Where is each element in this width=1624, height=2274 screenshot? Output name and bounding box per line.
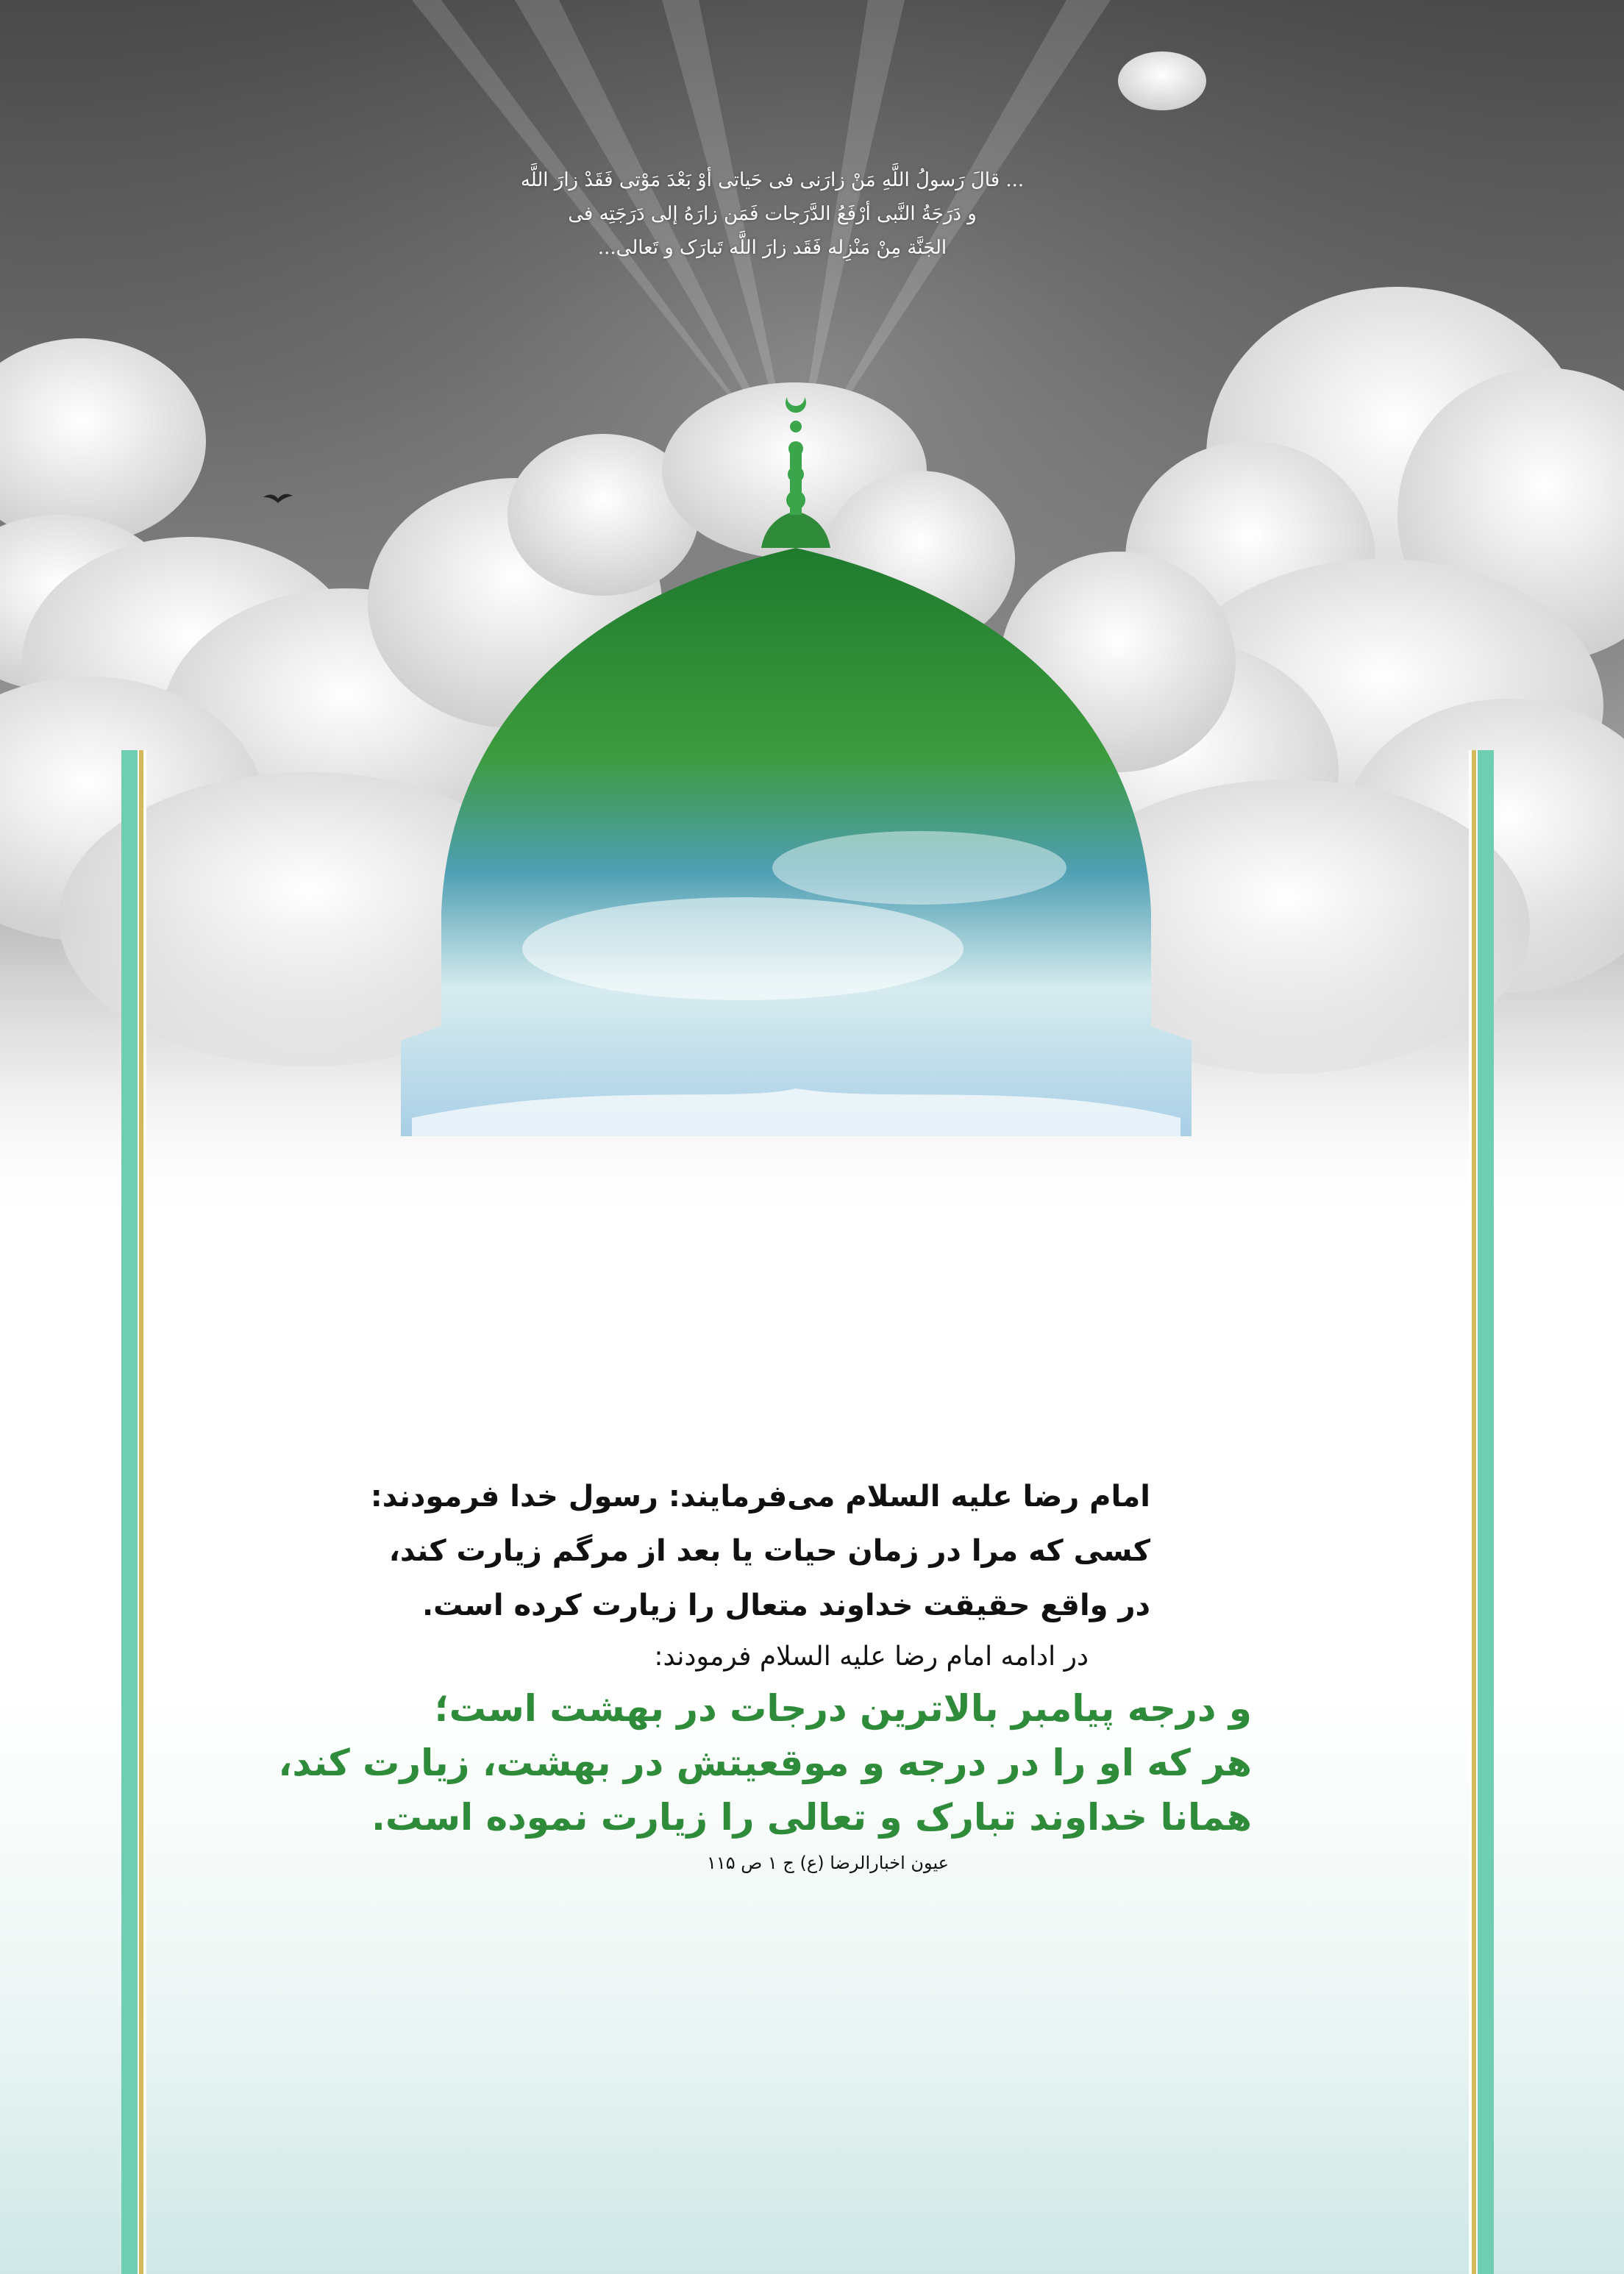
green-quote-line: همانا خداوند تبارک و تعالی را زیارت نموده است. <box>371 1796 1252 1839</box>
arabic-hadith-line: ... قالَ رَسولُ اللَّهِ مَنْ زارَنی فی حَیاتی أوْ بَعْدَ مَوْتی فَقَدْ زارَ اللَّه <box>520 169 1025 191</box>
persian-line: امام رضا علیه السلام می‌فرمایند: رسول خدا فرمودند: <box>370 1480 1150 1514</box>
frame-right-border <box>1469 750 1494 2274</box>
persian-line: در واقع حقیقت خداوند متعال را زیارت کرده است. <box>421 1589 1150 1622</box>
source-citation: عیون اخبارالرضا (ع) ج ۱ ص ۱۱۵ <box>706 1853 949 1873</box>
green-quote-line: و درجه پیامبر بالاترین درجات در بهشت است؛ <box>434 1687 1252 1730</box>
persian-text-block <box>278 1469 1252 1881</box>
arabic-hadith <box>471 163 1074 265</box>
green-quote-line: هر که او را در درجه و موقعیتش در بهشت، زیارت کند، <box>278 1742 1252 1784</box>
arabic-hadith-line: الجَنَّة مِنْ مَنْزِله فَقَد زارَ اللَّه تَبارَک و تَعالی... <box>597 237 947 259</box>
arabic-hadith-line: و دَرَجَةُ النَّبی أرْفَعُ الدَّرَجات فَمَن زارَهُ إلی دَرَجَتِه فی <box>568 203 977 225</box>
frame-left-border <box>121 750 146 2274</box>
persian-line: کسی که مرا در زمان حیات یا بعد از مرگم زیارت کند، <box>388 1534 1150 1568</box>
persian-intro-line: در ادامه امام رضا علیه السلام فرمودند: <box>654 1642 1089 1672</box>
